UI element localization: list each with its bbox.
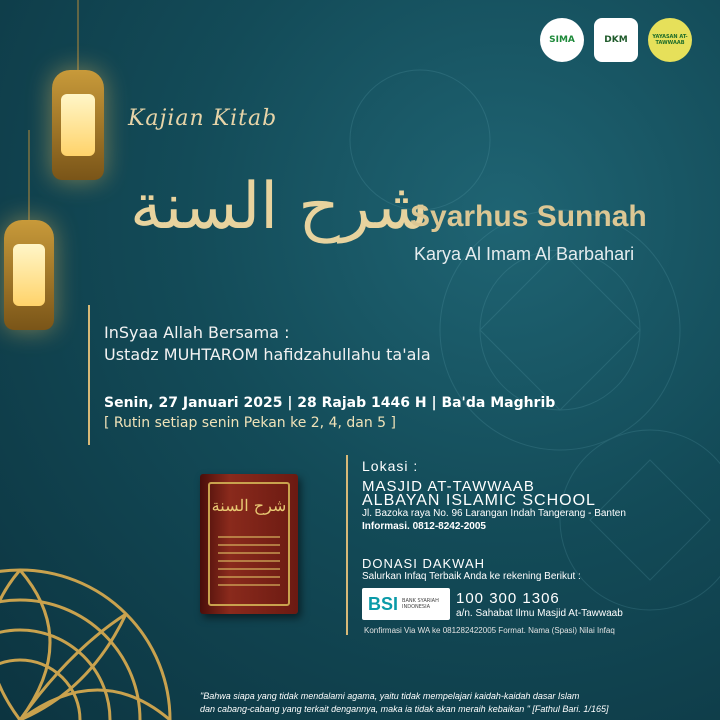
schedule-routine: [ Rutin setiap senin Pekan ke 2, 4, dan 5 ] bbox=[104, 415, 396, 431]
book-cover-title: شرح السنة bbox=[211, 496, 287, 515]
page-title: Syarhus Sunnah bbox=[410, 200, 647, 233]
gold-mandala-ornament bbox=[0, 460, 220, 720]
hadith-quote bbox=[200, 690, 716, 716]
donation-description: Salurkan Infaq Terbaik Anda ke rekening Berikut : bbox=[362, 571, 581, 582]
account-number: 100 300 1306 bbox=[456, 590, 560, 607]
masjid-name: MASJID AT-TAWWAAB bbox=[362, 478, 535, 495]
divider-bar bbox=[346, 455, 348, 635]
lantern-icon bbox=[52, 0, 104, 190]
donation-label: DONASI DAKWAH bbox=[362, 556, 486, 571]
book-cover-image bbox=[200, 474, 298, 614]
speaker-name: Ustadz MUHTAROM hafidzahullahu ta'ala bbox=[104, 345, 431, 364]
account-name: a/n. Sahabat Ilmu Masjid At-Tawwaab bbox=[456, 608, 623, 619]
speaker-block bbox=[104, 322, 431, 366]
author-subtitle: Karya Al Imam Al Barbahari bbox=[414, 244, 635, 264]
speaker-intro: InSyaa Allah Bersama : bbox=[104, 323, 290, 342]
arabic-title: شرح السنة bbox=[130, 170, 429, 244]
quote-line-2: dan cabang-cabang yang terkait dengannya, maka ia tidak akan meraih kebaikan " [Fathul Bari. 1/165] bbox=[200, 704, 609, 714]
schedule-block bbox=[104, 393, 555, 433]
lantern-icon bbox=[4, 130, 54, 340]
confirm-note: Konfirmasi Via WA ke 081282422005 Format. Nama (Spasi) Nilai Infaq bbox=[364, 626, 615, 635]
bsi-mark: BSI bbox=[368, 593, 399, 614]
bsi-bank-name: BANK SYARIAH INDONESIA bbox=[402, 598, 439, 610]
schedule-date: Senin, 27 Januari 2025 | 28 Rajab 1446 H | Ba'da Maghrib bbox=[104, 395, 556, 411]
sima-logo: SIMA bbox=[540, 18, 584, 62]
location-label: Lokasi : bbox=[362, 458, 419, 474]
dkm-logo: DKM bbox=[594, 18, 638, 62]
yayasan-logo: YAYASAN AT-TAWWAAB bbox=[648, 18, 692, 62]
quote-line-1: "Bahwa siapa yang tidak mendalami agama, yaitu tidak mempelajari kaidah-kaidah dasar Islam bbox=[200, 691, 580, 701]
info-phone: Informasi. 0812-8242-2005 bbox=[362, 521, 486, 532]
divider-bar bbox=[88, 305, 90, 445]
bsi-logo bbox=[362, 588, 450, 620]
school-name: ALBAYAN ISLAMIC SCHOOL bbox=[362, 492, 596, 509]
kajian-kitab-label: Kajian Kitab bbox=[128, 106, 278, 131]
address-text: Jl. Bazoka raya No. 96 Larangan Indah Tangerang - Banten bbox=[362, 508, 626, 519]
